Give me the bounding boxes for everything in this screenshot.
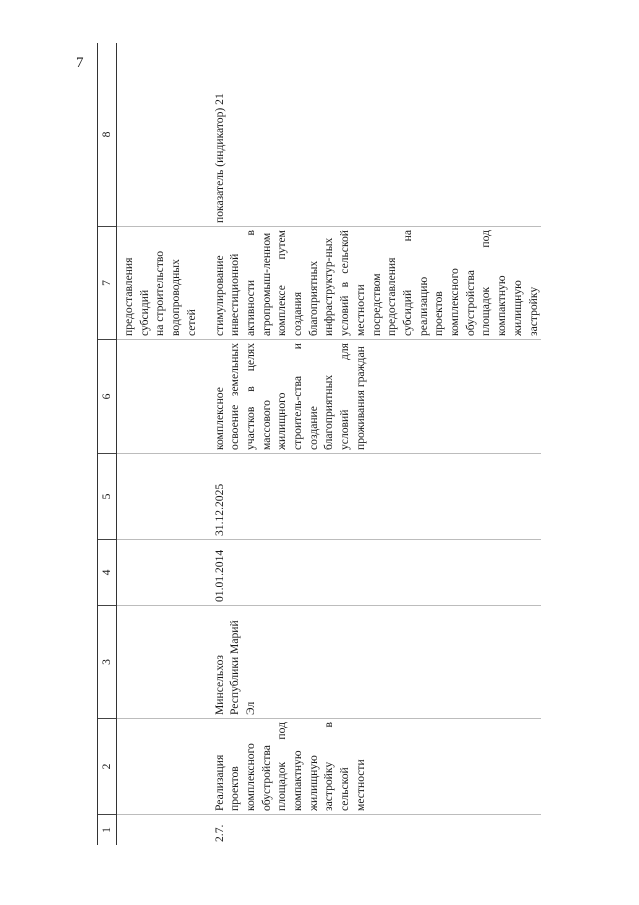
continuation-cell-6 <box>117 340 206 454</box>
header-cell-6: 6 <box>98 340 117 454</box>
measure-start-date: 01.01.2014 <box>206 540 542 606</box>
header-cell-2: 2 <box>98 719 117 815</box>
header-cell-7: 7 <box>98 227 117 340</box>
program-measures-table <box>97 43 541 845</box>
continuation-cell-2 <box>117 719 206 815</box>
measure-end-date: 31.12.2025 <box>206 454 542 540</box>
header-cell-5: 5 <box>98 454 117 540</box>
header-cell-1: 1 <box>98 815 117 846</box>
continuation-description: предоставления субсидий на строительство водопроводных сетей <box>117 227 206 340</box>
rotated-table-container <box>97 50 627 845</box>
header-cell-4: 4 <box>98 540 117 606</box>
continuation-cell-1 <box>117 815 206 846</box>
table-row-2-7 <box>206 43 542 845</box>
measure-description: стимулирование инвестиционной активности в агропромыш-ленном комплексе путем создания благоприятных инфраструктур-ных условий в сельской местности посредством предоставления субсидий на реализацию проектов комплексного обустройства площадок под компактную жилищную застройку <box>206 227 542 340</box>
measure-indicator: показатель (индикатор) 21 <box>206 43 542 227</box>
continuation-cell-5 <box>117 454 206 540</box>
page-number: 7 <box>76 55 84 71</box>
table-header-row <box>98 43 117 845</box>
measure-name: Реализация проектов комплексного обустройства площадок под компактную жилищную застройку в сельской местности <box>206 719 542 815</box>
header-cell-8: 8 <box>98 43 117 227</box>
continuation-cell-3 <box>117 606 206 719</box>
continuation-cell-4 <box>117 540 206 606</box>
continuation-cell-8 <box>117 43 206 227</box>
measure-number: 2.7. <box>212 824 226 842</box>
header-cell-3: 3 <box>98 606 117 719</box>
measure-executor: Минсельхоз Республики Марий Эл <box>206 606 542 719</box>
table-row-continuation <box>117 43 206 845</box>
measure-result: комплексное освоение земельных участков в целях массового жилищного строитель-ства и создание благоприятных условий для проживания граждан <box>206 340 542 454</box>
